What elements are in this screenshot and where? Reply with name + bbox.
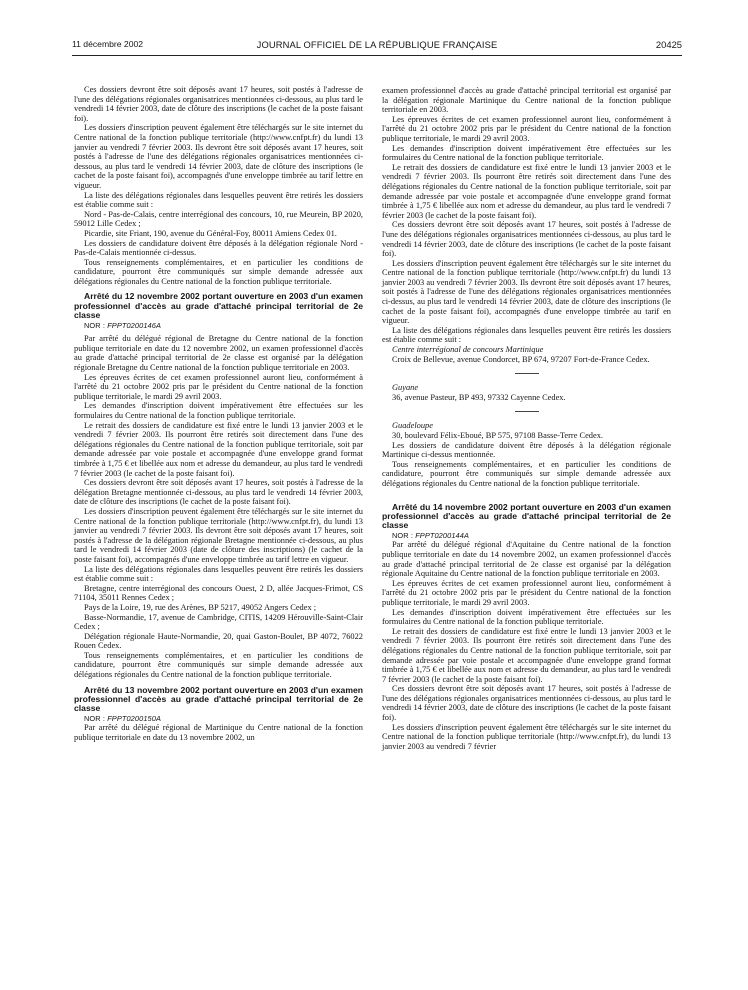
- arrete-title: Arrêté du 13 novembre 2002 portant ouverture en 2003 d'un examen professionnel d'accès au grade d'attaché principal territorial de 2e classe: [74, 684, 363, 714]
- paragraph: Les dossiers d'inscription peuvent également être téléchargés sur le site internet du Centre national de la fonction publique territoriale (http://www.cnfpt.fr) du lundi 13 janvier 2003 au vendredi 7 février 2003. Ils devront être soit déposés avant 17 heures, soit postés à l'adresse de l'une des délégations régionales organisatrices mentionnées ci-dessus, au plus tard le vendredi 14 février 2003, date de clôture des inscriptions (le cachet de la poste faisant foi), accompagnés d'une enveloppe timbrée au tarif en vigueur.: [382, 258, 671, 326]
- paragraph: Les dossiers d'inscription peuvent également être téléchargés sur le site internet du Centre national de la fonction publique territoriale (http://www.cnfpt.fr) du lundi 13 janvier au vendredi 7 février 2003. Ils devront être soit déposés avant 17 heures, soit postés à l'adresse de l'une des délégations régionales organisatrices mentionnées ci-dessous, au plus tard le vendredi 14 février 2003, date de clôture des inscriptions (le cachet de la poste faisant foi), accompagnés d'une enveloppe timbrée au tarif lettre en vigueur.: [74, 123, 363, 190]
- nor-reference: [74, 714, 363, 724]
- paragraph: Les dossiers d'inscription peuvent également être téléchargés sur le site internet du Centre national de la fonction publique territoriale (http://www.cnfpt.fr), du lundi 13 janvier 2003 au vendredi 7 février: [382, 722, 671, 751]
- paragraph: Ces dossiers devront être soit déposés avant 17 heures, soit postés à l'adresse de l'une des délégations régionales organisatrices mentionnées ci-dessous, au plus tard le vendredi 14 février 2003, date de clôture des inscriptions (le cachet de la poste faisant foi).: [382, 220, 671, 259]
- paragraph: 30, boulevard Félix-Eboué, BP 575, 97108 Basse-Terre Cedex.: [392, 431, 603, 440]
- paragraph: Le retrait des dossiers de candidature est fixé entre le lundi 13 janvier 2003 et le vendredi 7 février 2003. Ils pourront être retirés soit directement dans l'une des délégations régionales du Centre national de la fonction publique territoriale, soit par demande adressée par voie postale et accompagnée d'une enveloppe grand format timbrée à 1,75 € et libellée aux nom et adresse du demandeur, au plus tard le vendredi 7 février 2003 (le cachet de la poste faisant foi).: [74, 420, 363, 478]
- header-rule: [72, 55, 682, 56]
- nor-code: FPPT0200150A: [107, 713, 161, 723]
- paragraph: Les demandes d'inscription doivent impérativement être effectuées sur les formulaires du Centre national de la fonction publique territoriale.: [74, 401, 363, 421]
- nor-label: NOR :: [392, 530, 414, 540]
- right-column: [382, 86, 671, 751]
- nor-reference: [74, 321, 363, 331]
- paragraph: 36, avenue Pasteur, BP 493, 97332 Cayenne Cedex.: [392, 392, 566, 402]
- paragraph: Les dossiers de candidature doivent être déposés à la délégation régionale Nord - Pas-de-Calais mentionnée ci-dessus.: [74, 238, 363, 258]
- section-subheading: Guadeloupe: [392, 421, 433, 431]
- paragraph: Les épreuves écrites de cet examen professionnel auront lieu, conformément à l'arrêté du 21 octobre 2002 pris par le président du Centre national de la fonction publique territoriale, le mardi 29 avril 2003.: [382, 578, 671, 607]
- header-journal-title: JOURNAL OFFICIEL DE LA RÉPUBLIQUE FRANÇAISE: [256, 39, 498, 50]
- paragraph: Les demandes d'inscription doivent impérativement être effectuées sur les formulaires du Centre national de la fonction publique territoriale.: [382, 143, 671, 163]
- paragraph: Picardie, site Friant, 190, avenue du Général-Foy, 80011 Amiens Cedex 01.: [84, 228, 337, 238]
- paragraph: Bretagne, centre interrégional des concours Ouest, 2 D, allée Jacques-Frimot, CS 71104, 35011 Rennes Cedex ;: [74, 583, 363, 603]
- divider: [515, 411, 539, 412]
- paragraph: La liste des délégations régionales dans lesquelles peuvent être retirés les dossiers est établie comme suit :: [74, 190, 363, 210]
- paragraph: Par arrêté du délégué régional de Bretagne du Centre national de la fonction publique territoriale en date du 12 novembre 2002, un examen professionnel d'accès au grade d'attaché principal territorial de 2e classe est organisé par la délégation régionale Bretagne du Centre national de la fonction publique territoriale en 2003.: [74, 334, 363, 373]
- paragraph: Les épreuves écrites de cet examen professionnel auront lieu, conformément à l'arrêté du 21 octobre 2002 pris par le président du Centre national de la fonction publique territoriale, le mardi 29 avril 2003.: [382, 114, 671, 143]
- header-date: 11 décembre 2002: [72, 39, 144, 49]
- header-page-number: 20425: [655, 39, 682, 50]
- paragraph: Les dossiers de candidature doivent être déposés à la délégation régionale Martinique ci-dessus mentionnée.: [382, 440, 671, 460]
- paragraph: Les épreuves écrites de cet examen professionnel auront lieu, conformément à l'arrêté du 21 octobre 2002 pris par le président du Centre national de la fonction publique territoriale, le mardi 29 avril 2003.: [74, 372, 363, 401]
- paragraph: Tous renseignements complémentaires, et en particulier les conditions de candidature, pourront être communiqués sur simple demande adressée aux délégations régionales du Centre national de la fonction publique territoriale.: [74, 257, 363, 286]
- page-header: [72, 39, 682, 53]
- paragraph: Les demandes d'inscription doivent impérativement être effectuées sur les formulaires du Centre national de la fonction publique territoriale.: [382, 607, 671, 627]
- paragraph: Nord - Pas-de-Calais, centre interrégional des concours, 10, rue Meurein, BP 2020, 59012 Lille Cedex ;: [74, 209, 363, 229]
- paragraph: Tous renseignements complémentaires, et en particulier les conditions de candidature, pourront être communiqués sur simple demande adressée aux délégations régionales du Centre national de la fonction publique territoriale.: [74, 650, 363, 680]
- section-subheading: Centre interrégional de concours Martinique: [392, 345, 544, 355]
- nor-reference: [382, 531, 671, 541]
- paragraph: Ces dossiers devront être soit déposés avant 17 heures, soit postés à l'adresse de la délégation Bretagne mentionnée ci-dessous, au plus tard le vendredi 14 février 2003, date de clôture des inscriptions (le cachet de la poste faisant foi).: [74, 478, 363, 507]
- paragraph: examen professionnel d'accès au grade d'attaché principal territorial est organisé par la délégation régionale Martinique du Centre national de la fonction publique territoriale en 2003.: [382, 86, 671, 115]
- paragraph: Ces dossiers devront être soit déposés avant 17 heures, soit postés à l'adresse de l'une des délégations régionales organisatrices mentionnées ci-dessous, au plus tard le vendredi 14 février 2003, date de clôture des inscriptions (le cachet de la poste faisant foi).: [74, 85, 363, 123]
- nor-code: FPPT0200144A: [415, 530, 469, 540]
- paragraph: Croix de Bellevue, avenue Condorcet, BP 674, 97207 Fort-de-France Cedex.: [392, 354, 650, 364]
- arrete-title: Arrêté du 12 novembre 2002 portant ouverture en 2003 d'un examen professionnel d'accès au grade d'attaché principal territorial de 2e classe: [74, 291, 363, 321]
- left-column: [74, 85, 363, 743]
- paragraph: La liste des délégations régionales dans lesquelles peuvent être retirés les dossiers est établie comme suit :: [74, 564, 363, 584]
- paragraph: Délégation régionale Haute-Normandie, 20, quai Gaston-Boulet, BP 4072, 76022 Rouen Cedex.: [74, 631, 363, 651]
- divider: [515, 373, 539, 374]
- nor-code: FPPT0200146A: [107, 320, 161, 330]
- paragraph: La liste des délégations régionales dans lesquelles peuvent être retirés les dossiers est établie comme suit :: [382, 325, 671, 345]
- arrete-title: Arrêté du 14 novembre 2002 portant ouverture en 2003 d'un examen professionnel d'accès au grade d'attaché principal territorial de 2e classe: [382, 501, 671, 531]
- paragraph: Par arrêté du délégué régional de Martinique du Centre national de la fonction publique territoriale en date du 13 novembre 2002, un: [74, 723, 363, 743]
- paragraph: Le retrait des dossiers de candidature est fixé entre le lundi 13 janvier 2003 et le vendredi 7 février 2003. Ils pourront être retirés soit directement dans l'une des délégations régionales du Centre national de la fonction publique territoriale, soit par demande adressée par voie postale et accompagnée d'une enveloppe grand format timbrée à 1,75 € libellée aux nom et adresse du demandeur, au plus tard le vendredi 7 février 2003 (le cachet de la poste faisant foi).: [382, 162, 671, 220]
- paragraph: Pays de la Loire, 19, rue des Arènes, BP 5217, 49052 Angers Cedex ;: [84, 602, 317, 612]
- paragraph: Basse-Normandie, 17, avenue de Cambridge, CITIS, 14209 Hérouville-Saint-Clair Cedex ;: [74, 612, 363, 632]
- paragraph: Ces dossiers devront être soit déposés avant 17 heures, soit postés à l'adresse de l'une des délégations régionales organisatrices mentionnées ci-dessous, au plus tard le vendredi 14 février 2003, date de clôture des inscriptions (le cachet de la poste faisant foi).: [382, 684, 671, 723]
- paragraph: Les dossiers d'inscription peuvent également être téléchargés sur le site internet du Centre national de la fonction publique territoriale (http://www.cnfpt.fr), du lundi 13 janvier au vendredi 7 février 2003. Ils devront être soit déposés avant 17 heures, soit postés à l'adresse de la délégation régionale Bretagne mentionnée ci-dessous, au plus tard le vendredi 14 février 2003 (date de clôture des inscriptions) (le cachet de la poste faisant foi), accompagnés d'une enveloppe timbrée au tarif lettre en vigueur.: [74, 506, 363, 564]
- paragraph: Le retrait des dossiers de candidature est fixé entre le lundi 13 janvier 2003 et le vendredi 7 février 2003. Ils pourront être retirés soit directement dans l'une des délégations régionales du Centre national de la fonction publique territoriale, soit par demande adressée par voie postale et accompagnée d'une enveloppe grand format timbrée à 1,75 € et libellée aux nom et adresse du demandeur, au plus tard le vendredi 7 février 2003 (le cachet de la poste faisant foi).: [382, 626, 671, 684]
- paragraph: Tous renseignements complémentaires, et en particulier les conditions de candidature, pourront être communiqués sur simple demande adressée aux délégations régionales du Centre national de la fonction publique territoriale.: [382, 459, 671, 488]
- nor-label: NOR :: [84, 713, 106, 723]
- paragraph: Par arrêté du délégué régional d'Aquitaine du Centre national de la fonction publique territoriale en date du 14 novembre 2002, un examen professionnel d'accès au grade d'attaché principal territorial de 2e classe est organisé par la délégation régionale Aquitaine du Centre national de la fonction publique territoriale en 2003.: [382, 540, 671, 579]
- section-subheading: Guyane: [392, 383, 419, 393]
- nor-label: NOR :: [84, 320, 106, 330]
